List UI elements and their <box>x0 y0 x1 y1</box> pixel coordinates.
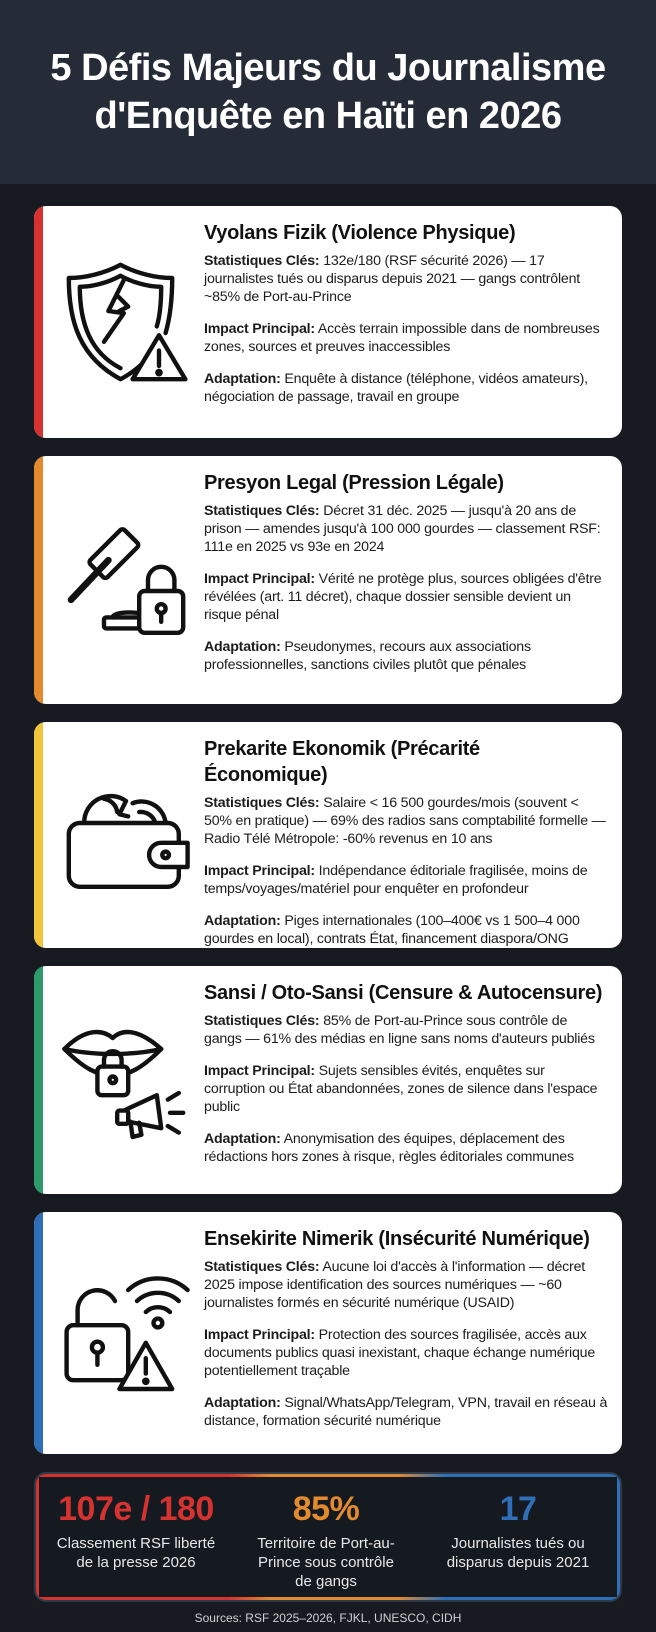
card-heading: Vyolans Fizik (Violence Physique) <box>204 222 516 244</box>
card-accent-stripe <box>34 1212 43 1454</box>
gavel-lock-icon <box>60 514 192 646</box>
panel-border-right <box>617 1474 620 1600</box>
card-adaptation: Adaptation: Pseudonymes, recours aux associations professionnelles, sanctions civiles plutôt que pénales <box>204 639 531 673</box>
card-digital-insecurity <box>34 1212 622 1454</box>
card-stats: Statistiques Clés: 132e/180 (RSF sécurité 2026) — 17 journalistes tués ou disparus depuis 2021 — gangs contrôlent ~85% de Port-au-Prince <box>204 253 581 305</box>
stat-label: Classement RSF liberté de la presse 2026 <box>56 1535 216 1571</box>
card-adaptation: Adaptation: Piges internationales (100–400€ vs 1 500–4 000 gourdes en local), contrats État, financement diaspora/ONG <box>204 913 580 947</box>
card-accent-stripe <box>34 722 43 948</box>
stat-journalists-killed <box>426 1488 610 1572</box>
card-body <box>204 220 608 420</box>
stat-rsf-ranking <box>46 1488 226 1572</box>
panel-border-top <box>36 1474 620 1477</box>
card-stats: Statistiques Clés: Aucune loi d'accès à l'information — décret 2025 impose identification des sources numériques — ~60 journalistes formés en sécurité numérique (USAID) <box>204 1259 585 1311</box>
sources-footer: Sources: RSF 2025–2026, FJKL, UNESCO, CIDH <box>194 1611 462 1625</box>
card-impact: Impact Principal: Indépendance éditoriale fragilisée, moins de temps/voyages/matériel pour enquêter en profondeur <box>204 863 588 897</box>
card-impact: Impact Principal: Sujets sensibles évités, enquêtes sur corruption ou État abandonnées, zones de silence dans l'espace public <box>204 1063 598 1115</box>
card-legal-pressure <box>34 456 622 704</box>
panel-border-bottom <box>36 1597 620 1600</box>
stat-value: 85% <box>292 1490 360 1528</box>
card-impact: Impact Principal: Vérité ne protège plus, sources obligées d'être révélées (art. 11 décret), chaque dossier sensible devient un risque pénal <box>204 571 602 623</box>
shield-broken-warning-icon <box>60 256 192 388</box>
card-adaptation: Adaptation: Enquête à distance (téléphone, vidéos amateurs), négociation de passage, travail en groupe <box>204 371 588 405</box>
card-stats: Statistiques Clés: Décret 31 déc. 2025 — jusqu'à 20 ans de prison — amendes jusqu'à 100 000 gourdes — classement RSF: 111e en 2025 vs 93e en 2024 <box>204 503 601 555</box>
card-accent-stripe <box>34 206 43 438</box>
card-stats: Statistiques Clés: 85% de Port-au-Prince sous contrôle de gangs — 61% des médias en ligne sans noms d'auteurs publiés <box>204 1013 595 1047</box>
card-body <box>204 1226 608 1444</box>
card-physical-violence <box>34 206 622 438</box>
card-stats: Statistiques Clés: Salaire < 16 500 gourdes/mois (souvent < 50% en pratique) — 69% des radios sans comptabilité formelle — Radio Télé Métropole: -60% revenus en 10 ans <box>204 795 606 847</box>
card-heading: Presyon Legal (Pression Légale) <box>204 472 504 494</box>
card-body <box>204 470 608 688</box>
stat-value: 17 <box>499 1490 537 1528</box>
wallet-broken-coin-icon <box>60 768 192 900</box>
card-heading: Sansi / Oto-Sansi (Censure & Autocensure) <box>204 982 603 1004</box>
panel-border-left <box>36 1474 39 1600</box>
stat-value: 107e / 180 <box>58 1490 214 1528</box>
stat-label: Territoire de Port-au-Prince sous contrôle de gangs <box>257 1535 395 1590</box>
card-accent-stripe <box>34 456 43 704</box>
card-accent-stripe <box>34 966 43 1194</box>
card-impact: Impact Principal: Accès terrain impossible dans de nombreuses zones, sources et preuves inaccessibles <box>204 321 600 355</box>
card-heading: Prekarite Ekonomik (Précarité Économique) <box>204 738 480 786</box>
card-heading: Ensekirite Nimerik (Insécurité Numérique) <box>204 1228 590 1250</box>
card-adaptation: Adaptation: Anonymisation des équipes, déplacement des rédactions hors zones à risque, règles éditoriales communes <box>204 1131 574 1165</box>
stat-gang-territory <box>240 1488 412 1591</box>
lips-lock-megaphone-icon <box>60 1016 192 1148</box>
stat-label: Journalistes tués ou disparus depuis 2021 <box>446 1535 590 1571</box>
page-header <box>0 0 656 184</box>
page-title: 5 Défis Majeurs du Journalisme d'Enquête en Haïti en 2026 <box>50 47 606 137</box>
card-body <box>204 980 608 1180</box>
card-body <box>204 736 608 948</box>
card-impact: Impact Principal: Protection des sources fragilisée, accès aux documents publics quasi inexistant, chaque échange numérique potentiellement traçable <box>204 1327 596 1379</box>
card-censorship <box>34 966 622 1194</box>
card-adaptation: Adaptation: Signal/WhatsApp/Telegram, VPN, travail en réseau à distance, formation sécurité numérique <box>204 1395 608 1429</box>
unlocked-padlock-wifi-warning-icon <box>60 1268 192 1400</box>
summary-stats-panel <box>34 1472 622 1602</box>
card-economic-precarity <box>34 722 622 948</box>
